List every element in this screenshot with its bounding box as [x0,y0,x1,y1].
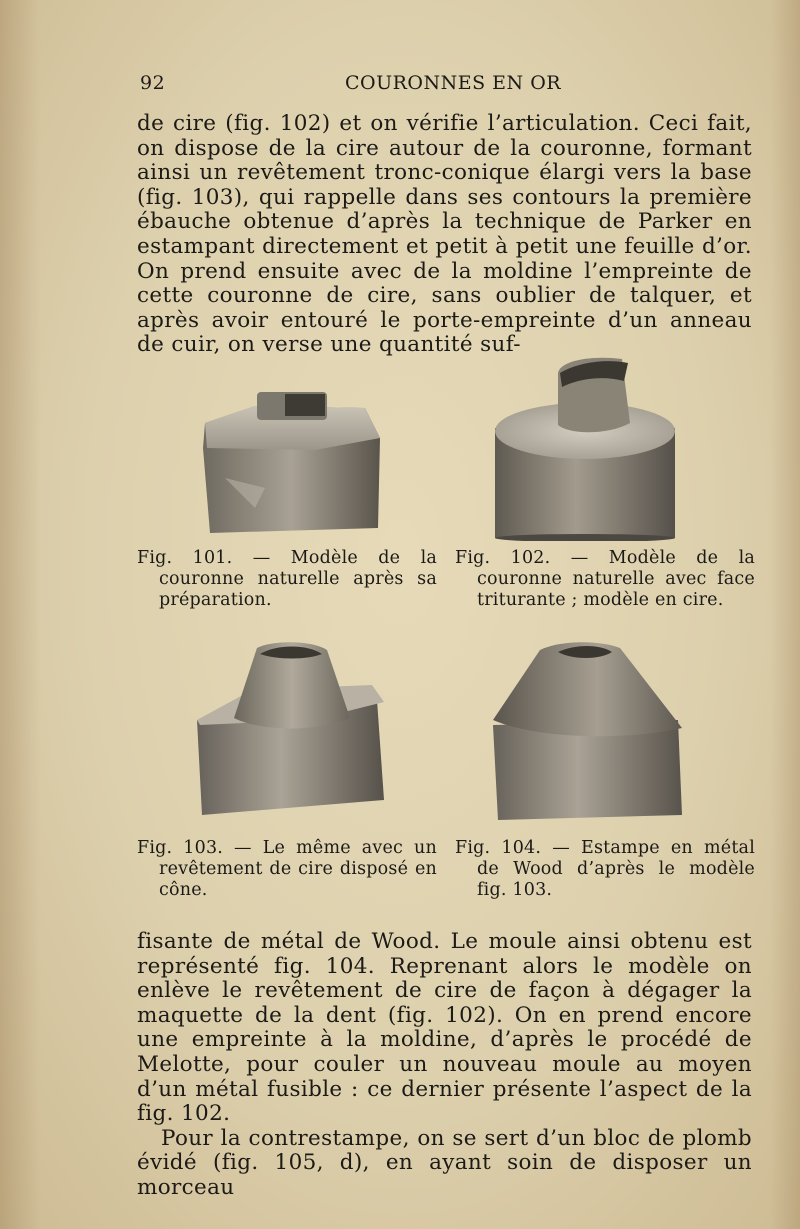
page-shadow-left [0,0,40,1229]
body-paragraph-top [137,112,752,358]
figure-101-caption [137,548,437,611]
running-head: COURONNES EN OR [345,72,562,94]
page-header [140,72,750,102]
caption-text: Fig. 102. — Modèle de la couronne naturelle avec face triturante ; modèle en cire. [455,548,755,610]
body-paragraph-bottom [137,930,752,1201]
paragraph-text: fisante de métal de Wood. Le moule ainsi obtenu est représenté fig. 104. Reprenant alors le modèle on enlève le revêtement de cire de façon à dégager la maquette de la dent (fig. 102). On en prend encore une empreinte à la moldine, d’après le procédé de Melotte, pour couler un nouveau moule au moyen d’un métal fusible : ce dernier présente l’aspect de la fig. 102. [137,929,752,1127]
paragraph-text: Pour la contrestampe, on se sert d’un bloc de plomb évidé (fig. 105, d), en ayant soin de disposer un morceau [137,1125,752,1200]
caption-text: Fig. 103. — Le même avec un revêtement de cire disposé en cône. [137,838,437,900]
figure-104-caption [455,838,755,901]
caption-text: Fig. 104. — Estampe en métal de Wood d’après le modèle fig. 103. [455,838,755,900]
figure-104-image [490,640,690,825]
paragraph-text: de cire (fig. 102) et on vérifie l’articulation. Ceci fait, on dispose de la cire autour de la couronne, formant ainsi un revêtement tronc-conique élargi vers la base (fig. 103), qui rappelle dans ses contours la première ébauche obtenue d’après la technique de Parker en estampant directement et petit à petit une feuille d’or. On prend ensuite avec de la moldine l’empreinte de cette couronne de cire, sans oublier de talquer, et après avoir entouré le porte-empreinte d’un anneau de cuir, on verse une quantité suf- [137,111,752,358]
page-number: 92 [140,72,166,94]
figure-102-image [490,353,680,541]
figure-101-image [195,388,385,538]
caption-text: Fig. 101. — Modèle de la couronne naturelle après sa préparation. [137,548,437,610]
figure-103-caption [137,838,437,901]
figure-102-caption [455,548,755,611]
page-shadow-right [770,0,800,1229]
figure-103-image [192,640,392,820]
